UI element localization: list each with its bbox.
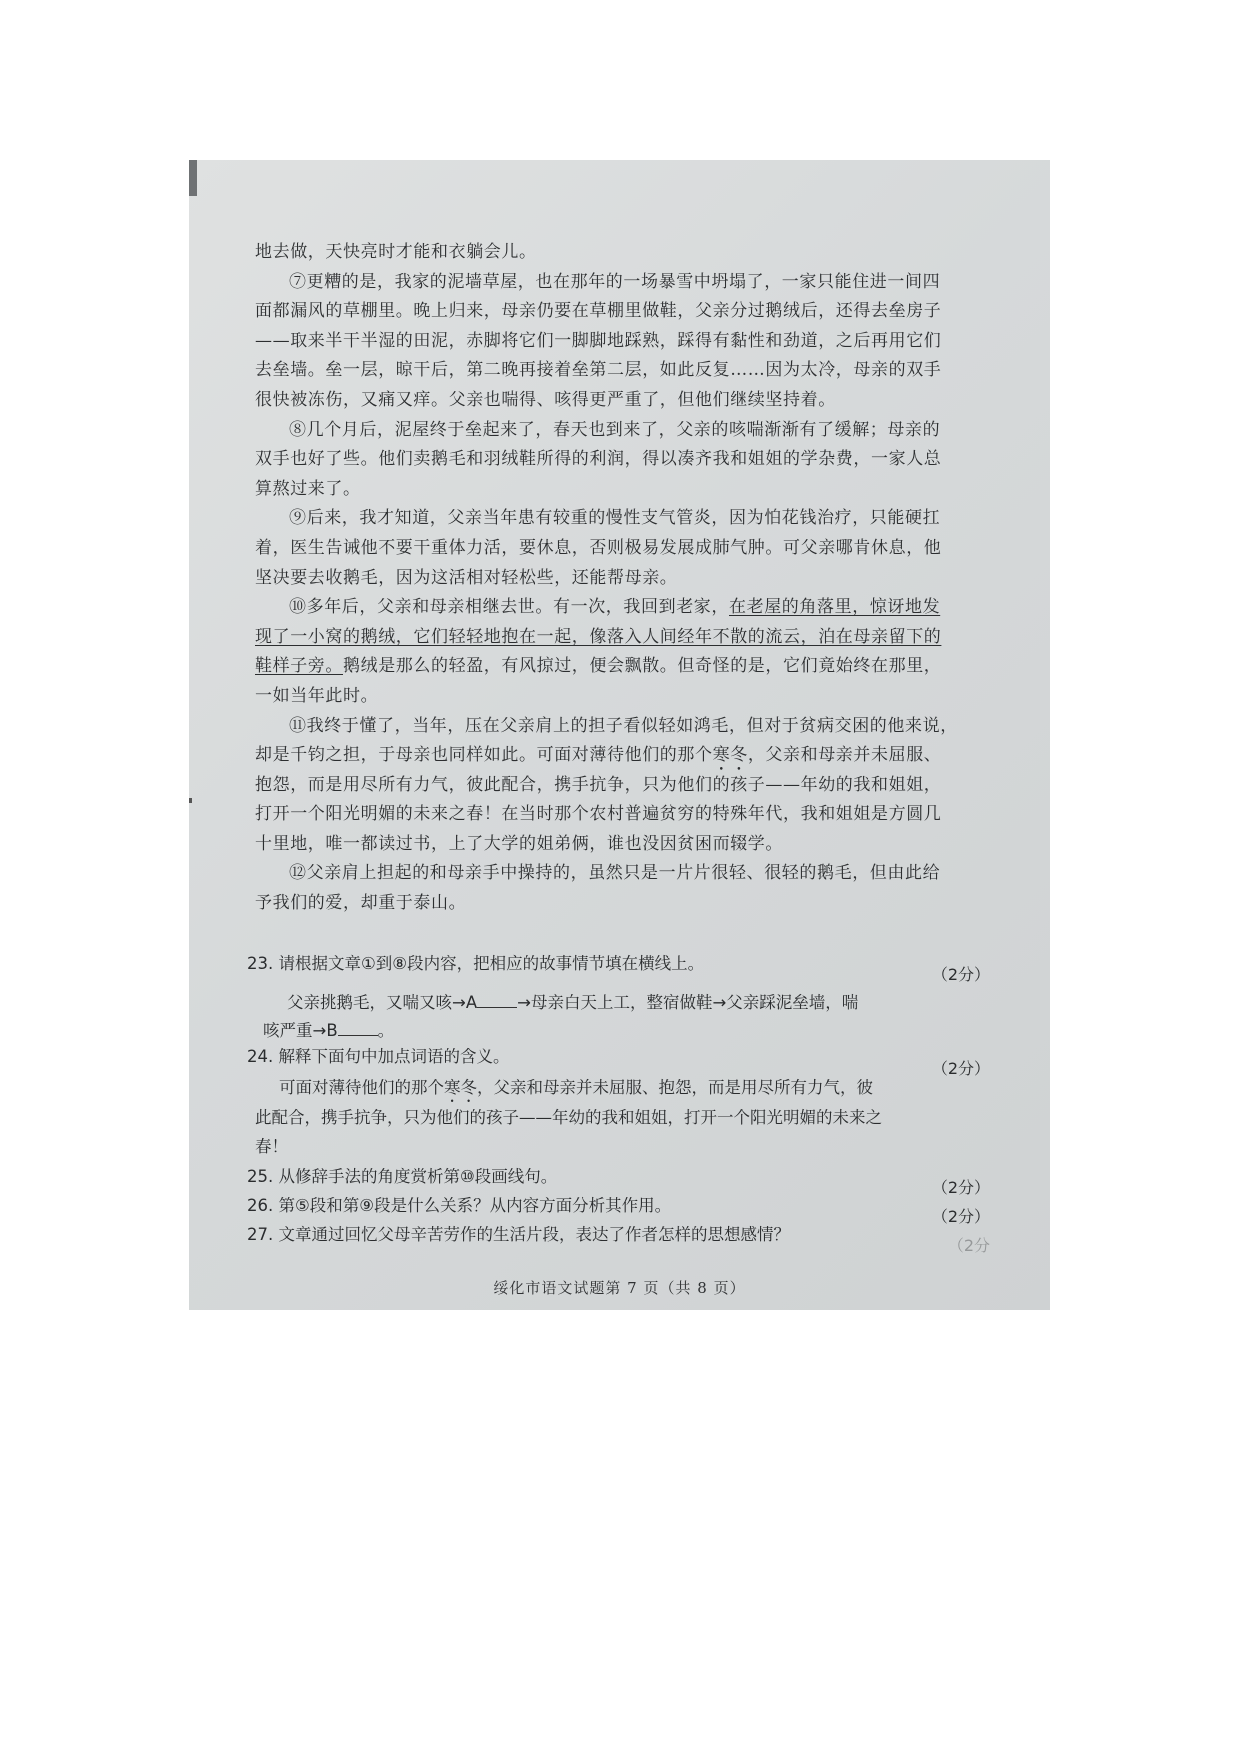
dotted-word: 寒冬 [444, 1078, 477, 1097]
quote-text: ，父亲和母亲并未屈服、抱怨，而是用尽所有力气，彼 [477, 1078, 873, 1097]
underlined-sentence: 现了一小窝的鹅绒，它们轻轻地抱在一起，像落入人间经年不散的流云，泊在母亲留下的 [255, 626, 942, 647]
question-23-text: 咳严重→B [263, 1021, 338, 1040]
quote-text: 可面对薄待他们的那个 [279, 1078, 444, 1097]
question-27-score: （2分 [947, 1236, 990, 1255]
paragraph-10-line [255, 623, 981, 653]
question-24-quote-line: 春！ [255, 1137, 288, 1156]
paragraph-7-line: ⑦更糟的是，我家的泥墙草屋，也在那年的一场暴雪中坍塌了，一家只能住进一间四 [289, 271, 941, 292]
paragraph-10-line [255, 652, 981, 682]
exam-page-photo [189, 160, 1050, 1310]
paragraph-12-line: ⑫父亲肩上担起的和母亲手中操持的，虽然只是一片片很轻、很轻的鹅毛，但由此给 [289, 863, 941, 884]
question-23-text: 父亲挑鹅毛，又喘又咳→A [287, 993, 478, 1012]
answer-blank-b[interactable] [338, 1021, 378, 1036]
question-23-text: 。 [377, 1021, 395, 1040]
paragraph-9-line: 着，医生告诫他不要干重体力活，要休息，否则极易发展成肺气肿。可父亲哪肯休息，他 [255, 537, 942, 558]
paragraph-8-line: 算熬过来了。 [255, 478, 361, 499]
question-26-score: （2分） [931, 1207, 990, 1226]
question-23-line-2 [263, 1017, 1003, 1041]
paragraph-11-line: 打开一个阳光明媚的未来之春！在当时那个农村普遍贫穷的特殊年代，我和姐姐是方圆几 [255, 804, 942, 825]
passage-line: 地去做，天快亮时才能和衣躺会儿。 [255, 242, 537, 262]
paragraph-10-text: ⑩多年后，父亲和母亲相继去世。有一次，我回到老家， [289, 597, 729, 618]
margin-mark [189, 798, 192, 803]
paragraph-10-text: 鹅绒是那么的轻盈，有风掠过，便会飘散。但奇怪的是，它们竟始终在那里， [343, 656, 942, 677]
question-24-quote-line [279, 1074, 1019, 1106]
paragraph-7-line: ——取来半干半湿的田泥，赤脚将它们一脚脚地踩熟，踩得有黏性和劲道，之后再用它们 [255, 330, 942, 351]
question-24-score: （2分） [931, 1059, 990, 1078]
paragraph-7-line: 去垒墙。垒一层，晾干后，第二晚再接着垒第二层，如此反复……因为太冷，母亲的双手 [255, 360, 942, 381]
paragraph-11-line [255, 741, 981, 771]
question-23-score: （2分） [931, 965, 990, 984]
binding-shadow [189, 160, 197, 196]
paragraph-11-line: 十里地，唯一都读过书，上了大学的姐弟俩，谁也没因贫困而辍学。 [255, 833, 783, 854]
question-24-quote-line: 此配合，携手抗争，只为他们的孩子——年幼的我和姐姐，打开一个阳光明媚的未来之 [255, 1108, 882, 1127]
question-26: 26. 第⑤段和第⑨段是什么关系？从内容方面分析其作用。 [247, 1196, 672, 1215]
question-24: 24. 解释下面句中加点词语的含义。 [247, 1047, 510, 1066]
paragraph-7-line: 面都漏风的草棚里。晚上归来，母亲仍要在草棚里做鞋，父亲分过鹅绒后，还得去垒房子 [255, 301, 942, 322]
paragraph-8-line: ⑧几个月后，泥屋终于垒起来了，春天也到来了，父亲的咳喘渐渐有了缓解；母亲的 [289, 419, 941, 440]
paragraph-7-line: 很快被冻伤，又痛又痒。父亲也喘得、咳得更严重了，但他们继续坚持着。 [255, 389, 836, 410]
page-footer: 绥化市语文试题第 7 页（共 8 页） [493, 1279, 746, 1297]
paragraph-11-text: ，父亲和母亲并未屈服、 [747, 745, 942, 766]
underlined-sentence: 在老屋的角落里，惊讶地发 [729, 597, 941, 618]
question-23-text: →母亲白天上工，整宿做鞋→父亲踩泥垒墙，喘 [517, 993, 859, 1012]
question-23-line-1 [287, 989, 1027, 1013]
reading-passage [255, 238, 981, 919]
paragraph-10-line [255, 593, 981, 623]
paragraph-8-line: 双手也好了些。他们卖鹅毛和羽绒鞋所得的利润，得以凑齐我和姐姐的学杂费，一家人总 [255, 449, 942, 470]
paragraph-11-text: 却是千钧之担，于母亲也同样如此。可面对薄待他们的那个 [255, 745, 713, 766]
question-23: 23. 请根据文章①到⑧段内容，把相应的故事情节填在横线上。 [247, 954, 705, 973]
question-25: 25. 从修辞手法的角度赏析第⑩段画线句。 [247, 1167, 558, 1186]
dotted-word: 寒冬 [712, 745, 748, 766]
paragraph-11-line: 抱怨，而是用尽所有力气，彼此配合，携手抗争，只为他们的孩子——年幼的我和姐姐， [255, 774, 942, 795]
underlined-sentence: 鞋样子旁。 [255, 656, 343, 677]
paragraph-11-line: ⑪我终于懂了，当年，压在父亲肩上的担子看似轻如鸿毛，但对于贫病交困的他来说， [289, 715, 958, 736]
question-25-score: （2分） [931, 1178, 990, 1197]
paragraph-10-line: 一如当年此时。 [255, 685, 379, 706]
paragraph-9-line: ⑨后来，我才知道，父亲当年患有较重的慢性支气管炎，因为怕花钱治疗，只能硬扛 [289, 508, 941, 529]
question-27: 27. 文章通过回忆父母辛苦劳作的生活片段，表达了作者怎样的思想感情？ [247, 1225, 790, 1244]
paragraph-9-line: 坚决要去收鹅毛，因为这活相对轻松些，还能帮母亲。 [255, 567, 678, 588]
answer-blank-a[interactable] [477, 993, 517, 1008]
paragraph-12-line: 予我们的爱，却重于泰山。 [255, 893, 467, 914]
